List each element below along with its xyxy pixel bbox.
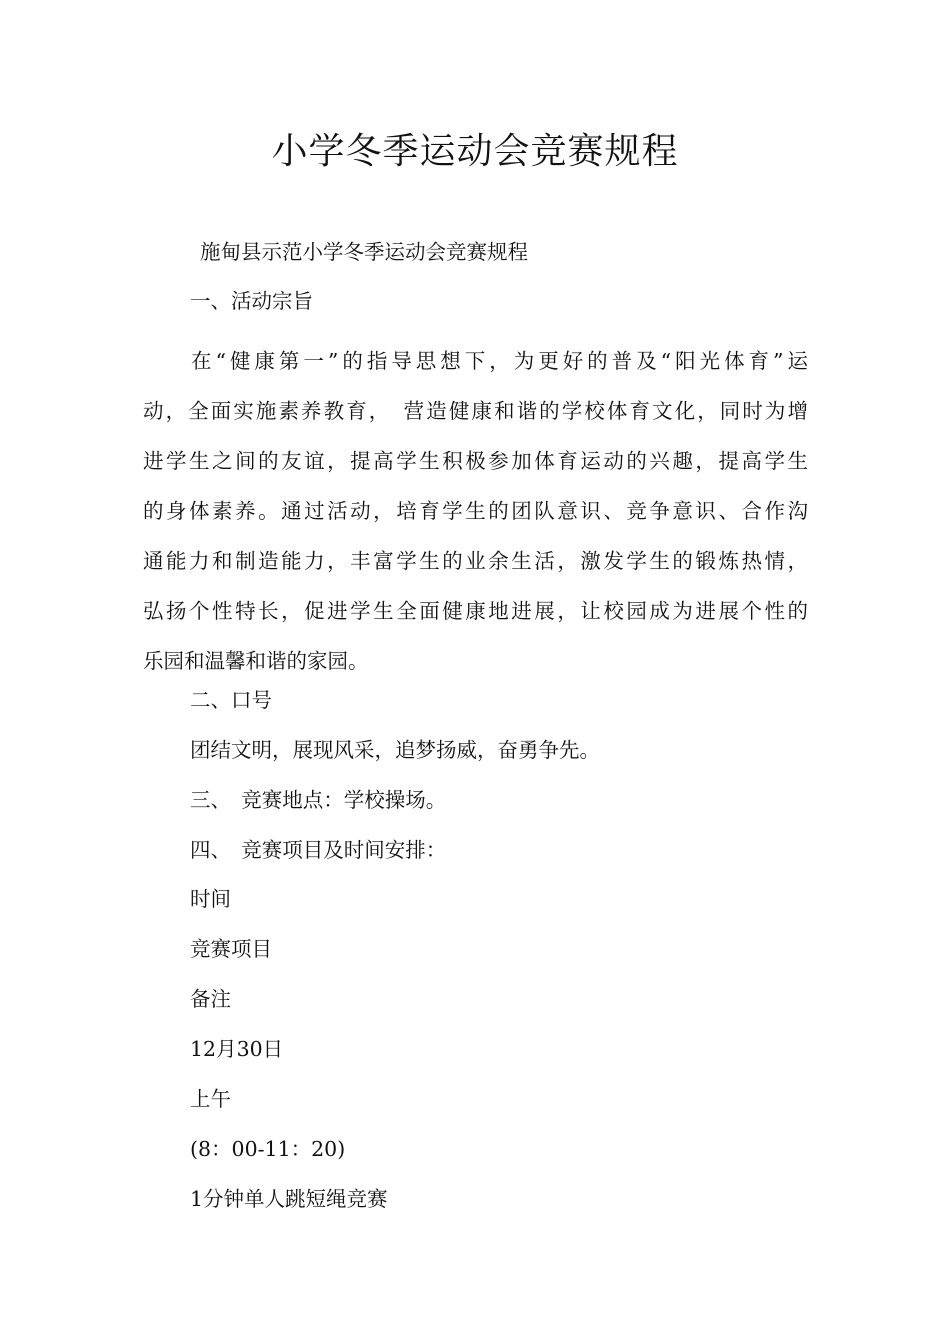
paragraph-line: 弘扬个性特长，促进学生全面健康地进展，让校园成为进展个性的: [143, 599, 808, 623]
table-header-note: 备注: [190, 987, 231, 1011]
table-header-time: 时间: [190, 887, 231, 911]
document-title: 小学冬季运动会竞赛规程: [271, 131, 679, 172]
slogan-text: 团结文明，展现风采，追梦扬威，奋勇争先。: [190, 738, 600, 762]
paragraph-line: 的身体素养。通过活动，培育学生的团队意识、竞争意识、合作沟: [143, 499, 808, 523]
paragraph-line: 动，全面实施素养教育， 营造健康和谐的学校体育文化，同时为增: [143, 399, 808, 423]
section-venue: 三、 竞赛地点：学校操场。: [190, 788, 447, 812]
document-subtitle: 施甸县示范小学冬季运动会竞赛规程: [200, 240, 528, 264]
table-header-event: 竞赛项目: [190, 937, 272, 961]
schedule-date: 12月30日: [190, 1037, 284, 1061]
schedule-period: 上午: [190, 1087, 231, 1111]
paragraph-line: 在“健康第一”的指导思想下，为更好的普及“阳光体育”运: [191, 349, 808, 373]
paragraph-line: 乐园和温馨和谐的家园。: [143, 649, 369, 673]
purpose-paragraph: [143, 336, 808, 686]
schedule-event: 1分钟单人跳短绳竞赛: [190, 1187, 388, 1211]
schedule-time-range: (8：00-11：20): [190, 1137, 346, 1161]
section-heading-slogan: 二、口号: [190, 688, 272, 712]
paragraph-line: 进学生之间的友谊，提高学生积极参加体育运动的兴趣，提高学生: [143, 449, 808, 473]
section-heading-purpose: 一、活动宗旨: [190, 289, 313, 313]
section-schedule-heading: 四、 竞赛项目及时间安排：: [190, 838, 447, 862]
paragraph-line: 通能力和制造能力，丰富学生的业余生活，激发学生的锻炼热情，: [143, 549, 808, 573]
